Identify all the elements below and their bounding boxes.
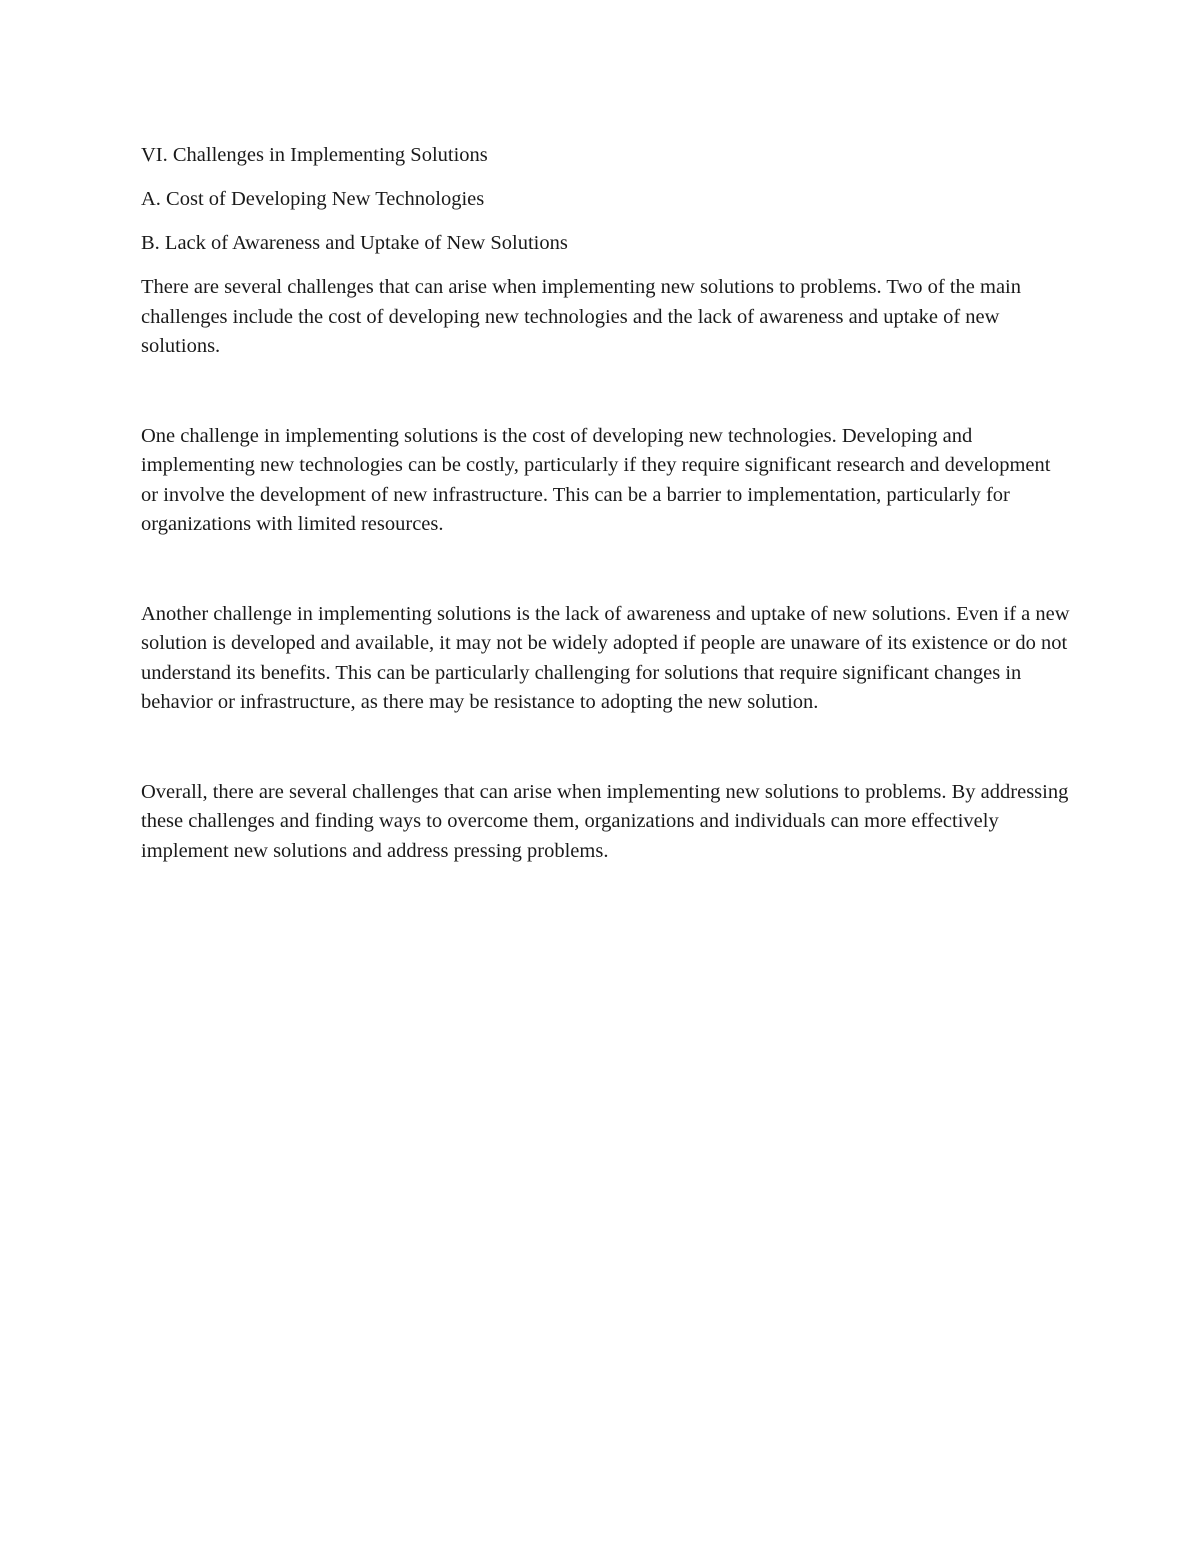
blank-line [141,362,1071,422]
subheading-a: A. Cost of Developing New Technologies [141,188,485,210]
blank-line [141,718,1071,778]
paragraph-intro: There are several challenges that can arise when implementing new solutions to problems. Two of the main challenges include the cost of developing new technologies and the lack of awareness and uptake of new solutions. [141,276,1021,357]
blank-line [141,540,1071,600]
paragraph-cost: One challenge in implementing solutions is the cost of developing new technologies. Developing and implementing new technologies can be costly, particularly if they require significant research and development or involve the development of new infrastructure. This can be a barrier to implementation, particularly for organizations with limited resources. [141,424,1051,535]
document-body [141,141,1071,866]
paragraph-overall: Overall, there are several challenges that can arise when implementing new solutions to problems. By addressing these challenges and finding ways to overcome them, organizations and individuals can more effectively implement new solutions and address pressing problems. [141,780,1069,862]
subheading-b: B. Lack of Awareness and Uptake of New Solutions [141,232,568,254]
section-heading: VI. Challenges in Implementing Solutions [141,144,488,166]
paragraph-awareness: Another challenge in implementing solutions is the lack of awareness and uptake of new solutions. Even if a new solution is developed and available, it may not be widely adopted if people are unaware of its existence or do not understand its benefits. This can be particularly challenging for solutions that require significant changes in behavior or infrastructure, as there may be resistance to adopting the new solution. [141,602,1070,713]
